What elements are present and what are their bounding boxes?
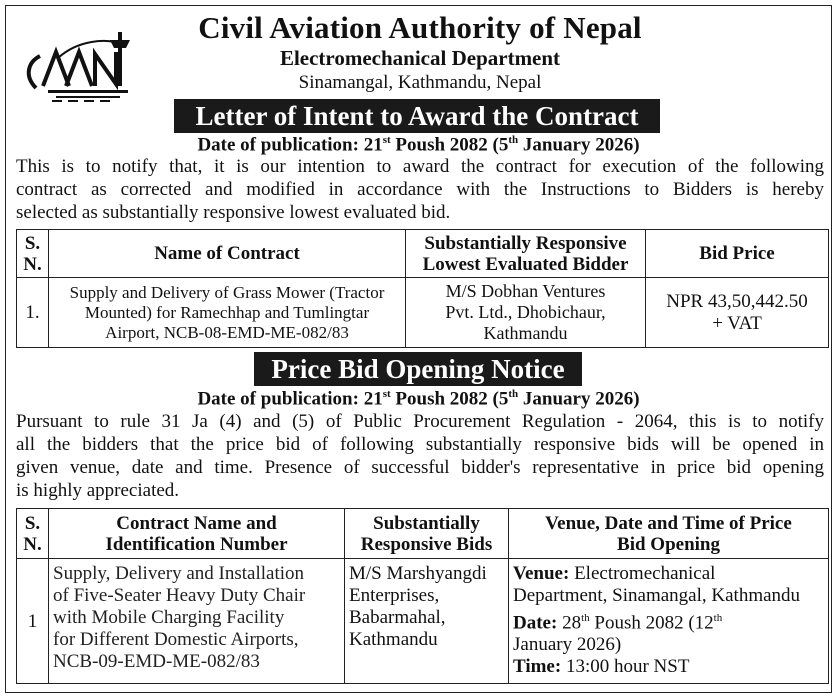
row-sn: 1: [17, 559, 49, 684]
header-bid-price: Bid Price: [646, 230, 829, 278]
organization-address: Sinamangal, Kathmandu, Nepal: [298, 72, 542, 93]
bid-opening-table: [16, 508, 829, 684]
department-name: Electromechanical Department: [279, 46, 561, 70]
table-row: [17, 559, 829, 684]
row-sn: 1.: [17, 278, 49, 348]
notice-title-letter-of-intent: Letter of Intent to Award the Contract: [174, 99, 660, 133]
row-contract-name: Supply and Delivery of Grass Mower (Tractor Mounted) for Ramechhap and Tumlingtar Airport, NCB-08-EMD-ME-082/83: [49, 278, 406, 348]
publication-date: Date of publication: 21st Poush 2082 (5th January 2026): [197, 134, 640, 156]
time-label: Time:: [513, 656, 562, 678]
header-responsive-bids: Substantially Responsive Bids: [345, 509, 509, 559]
header-sn: S. N.: [17, 509, 49, 559]
header-sn: S. N.: [17, 230, 49, 278]
bid-opening-paragraph: Pursuant to rule 31 Ja (4) and (5) of Public Procurement Regulation - 2064, this is to notify all the bidders that the price bid of following substantially responsive bids will be opened in given venue, date and time. Presence of successful bidder's representative in price bid opening is highly appreciated.: [16, 411, 824, 501]
date-label: Date:: [513, 612, 558, 634]
table-header-row: [17, 509, 829, 559]
row-responsive-bid: M/S Marshyangdi Enterprises, Babarmahal, Kathmandu: [345, 559, 509, 684]
caan-logo: [18, 18, 143, 103]
intent-paragraph: This is to notify that, it is our intention to award the contract for execution of the following contract as corrected and modified in accordance with the Instructions to Bidders is hereby selected as substantially responsive lowest evaluated bid.: [16, 156, 824, 223]
table-header-row: [17, 230, 829, 278]
award-table: [16, 229, 829, 348]
row-contract-name: Supply, Delivery and Installation of Five-Seater Heavy Duty Chair with Mobile Charging Facility for Different Domestic Airports, NCB-09-EMD-ME-082/83: [49, 559, 345, 684]
organization-name: Civil Aviation Authority of Nepal: [198, 10, 642, 45]
publication-date: Date of publication: 21st Poush 2082 (5th January 2026): [197, 388, 640, 410]
venue-label: Venue:: [513, 563, 570, 584]
header-lowest-bidder: Substantially Responsive Lowest Evaluated Bidder: [406, 230, 646, 278]
header-name-of-contract: Name of Contract: [49, 230, 406, 278]
row-bid-price: NPR 43,50,442.50 + VAT: [646, 278, 829, 348]
row-venue-date-time: Venue: Electromechanical Department, Sinamangal, Kathmandu Date: 28th Poush 2082 (12th January 2026) Time: 13:00 hour NST: [509, 559, 829, 684]
row-bidder: M/S Dobhan Ventures Pvt. Ltd., Dhobichaur, Kathmandu: [406, 278, 646, 348]
table-row: [17, 278, 829, 348]
logo-text: CAAN: [18, 18, 21, 19]
header-venue-date-time: Venue, Date and Time of Price Bid Opening: [509, 509, 829, 559]
notice-title-price-bid-opening: Price Bid Opening Notice: [254, 352, 582, 386]
header-contract-name: Contract Name and Identification Number: [49, 509, 345, 559]
